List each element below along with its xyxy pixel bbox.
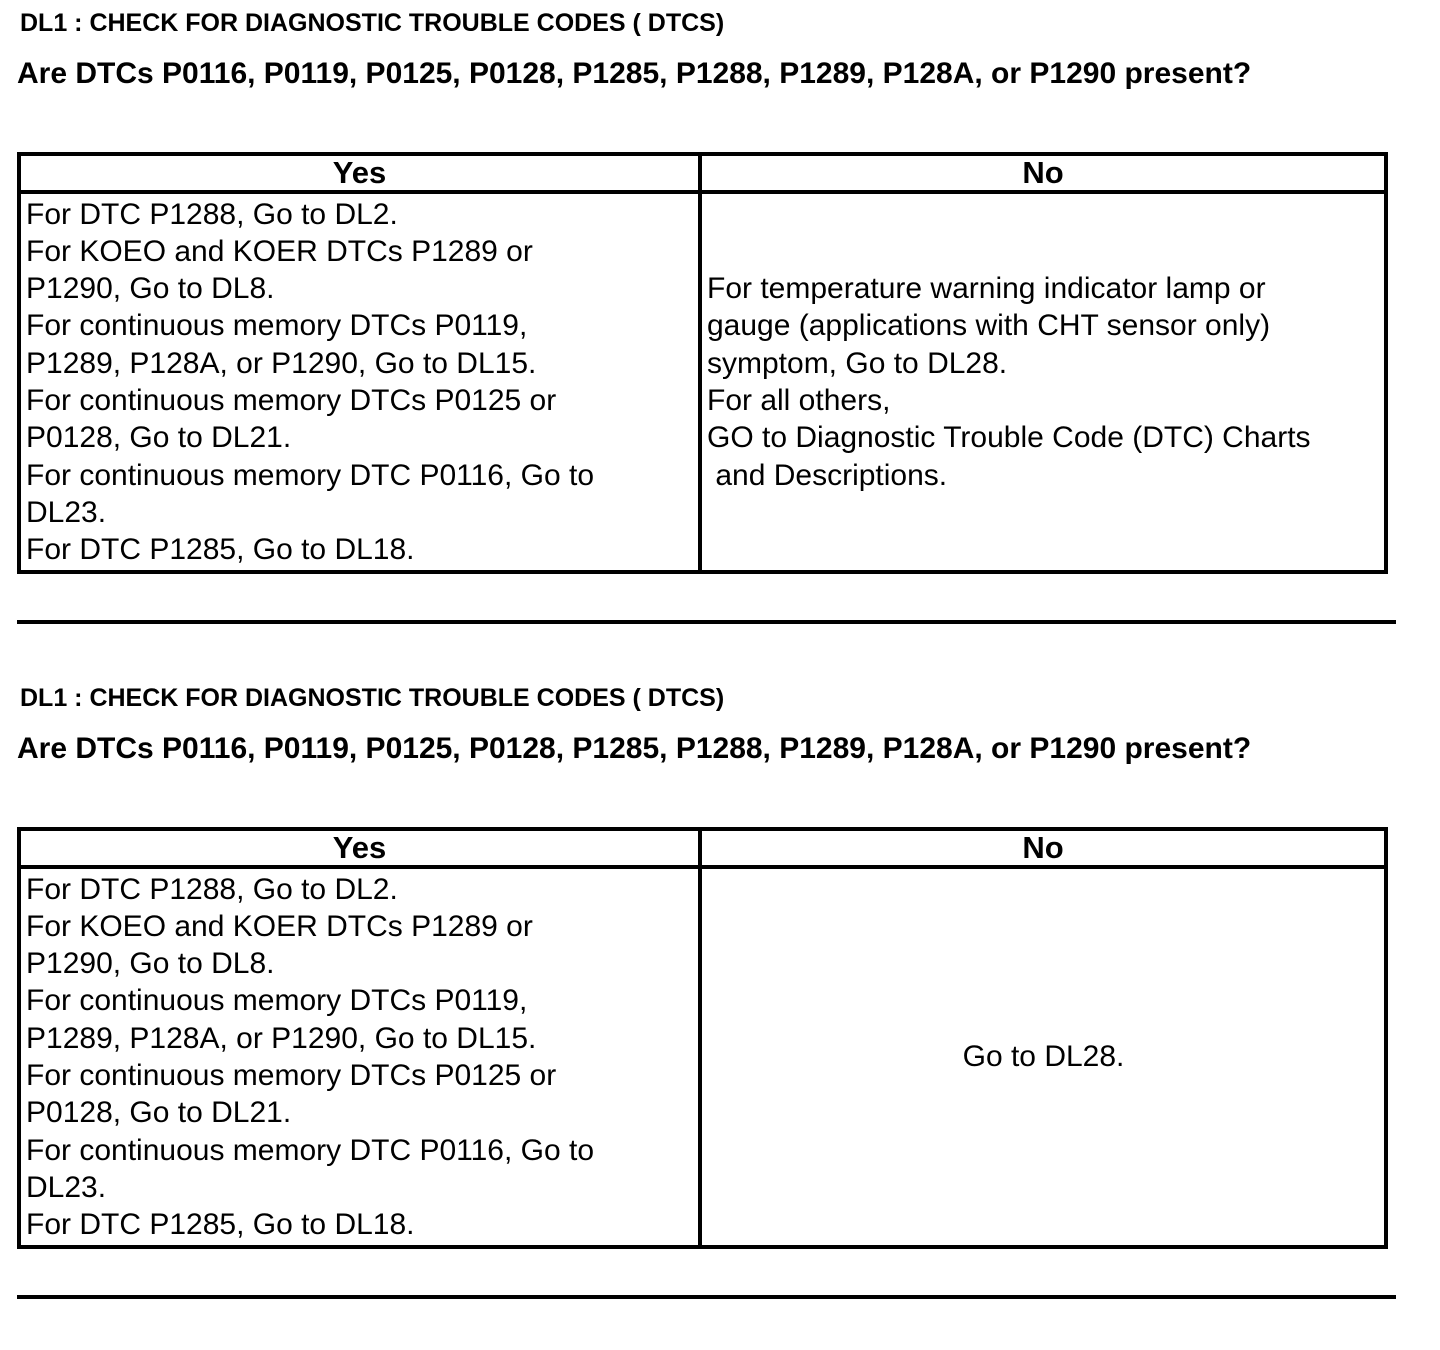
step-title: DL1 : CHECK FOR DIAGNOSTIC TROUBLE CODES ( DTCS) [20, 9, 725, 37]
no-instructions: Go to DL28. [962, 1040, 1125, 1074]
no-column-header: No [700, 829, 1386, 867]
no-column-header: No [700, 154, 1386, 192]
yes-no-table [17, 827, 1388, 1249]
table-body-row [19, 192, 1386, 572]
diagnostic-step-section [0, 675, 1440, 1350]
yes-cell [19, 867, 700, 1247]
step-question: Are DTCs P0116, P0119, P0125, P0128, P1285, P1288, P1289, P128A, or P1290 present? [17, 57, 1252, 90]
yes-column-header: Yes [19, 154, 700, 192]
table-header-row [19, 154, 1386, 192]
no-instructions: For temperature warning indicator lamp or gauge (applications with CHT sensor only) symptom, Go to DL28. For all others, GO to Diagnostic Trouble Code (DTC) Charts and Descriptions. [707, 272, 1311, 492]
yes-column-header: Yes [19, 829, 700, 867]
table-header-row [19, 829, 1386, 867]
section-divider [17, 1295, 1396, 1299]
section-divider [17, 620, 1396, 624]
yes-instructions: For DTC P1288, Go to DL2. For KOEO and KOER DTCs P1289 or P1290, Go to DL8. For continuous memory DTCs P0119, P1289, P128A, or P1290, Go to DL15. For continuous memory DTCs P0125 or P0128, Go to DL21. For continuous memory DTC P0116, Go to DL23. For DTC P1285, Go to DL18. [26, 872, 595, 1242]
no-cell [700, 867, 1386, 1247]
no-cell [700, 192, 1386, 572]
yes-instructions: For DTC P1288, Go to DL2. For KOEO and KOER DTCs P1289 or P1290, Go to DL8. For continuous memory DTCs P0119, P1289, P128A, or P1290, Go to DL15. For continuous memory DTCs P0125 or P0128, Go to DL21. For continuous memory DTC P0116, Go to DL23. For DTC P1285, Go to DL18. [26, 197, 595, 567]
yes-cell [19, 192, 700, 572]
step-question: Are DTCs P0116, P0119, P0125, P0128, P1285, P1288, P1289, P128A, or P1290 present? [17, 732, 1252, 765]
table-body-row [19, 867, 1386, 1247]
step-title: DL1 : CHECK FOR DIAGNOSTIC TROUBLE CODES ( DTCS) [20, 684, 725, 712]
yes-no-table [17, 152, 1388, 574]
